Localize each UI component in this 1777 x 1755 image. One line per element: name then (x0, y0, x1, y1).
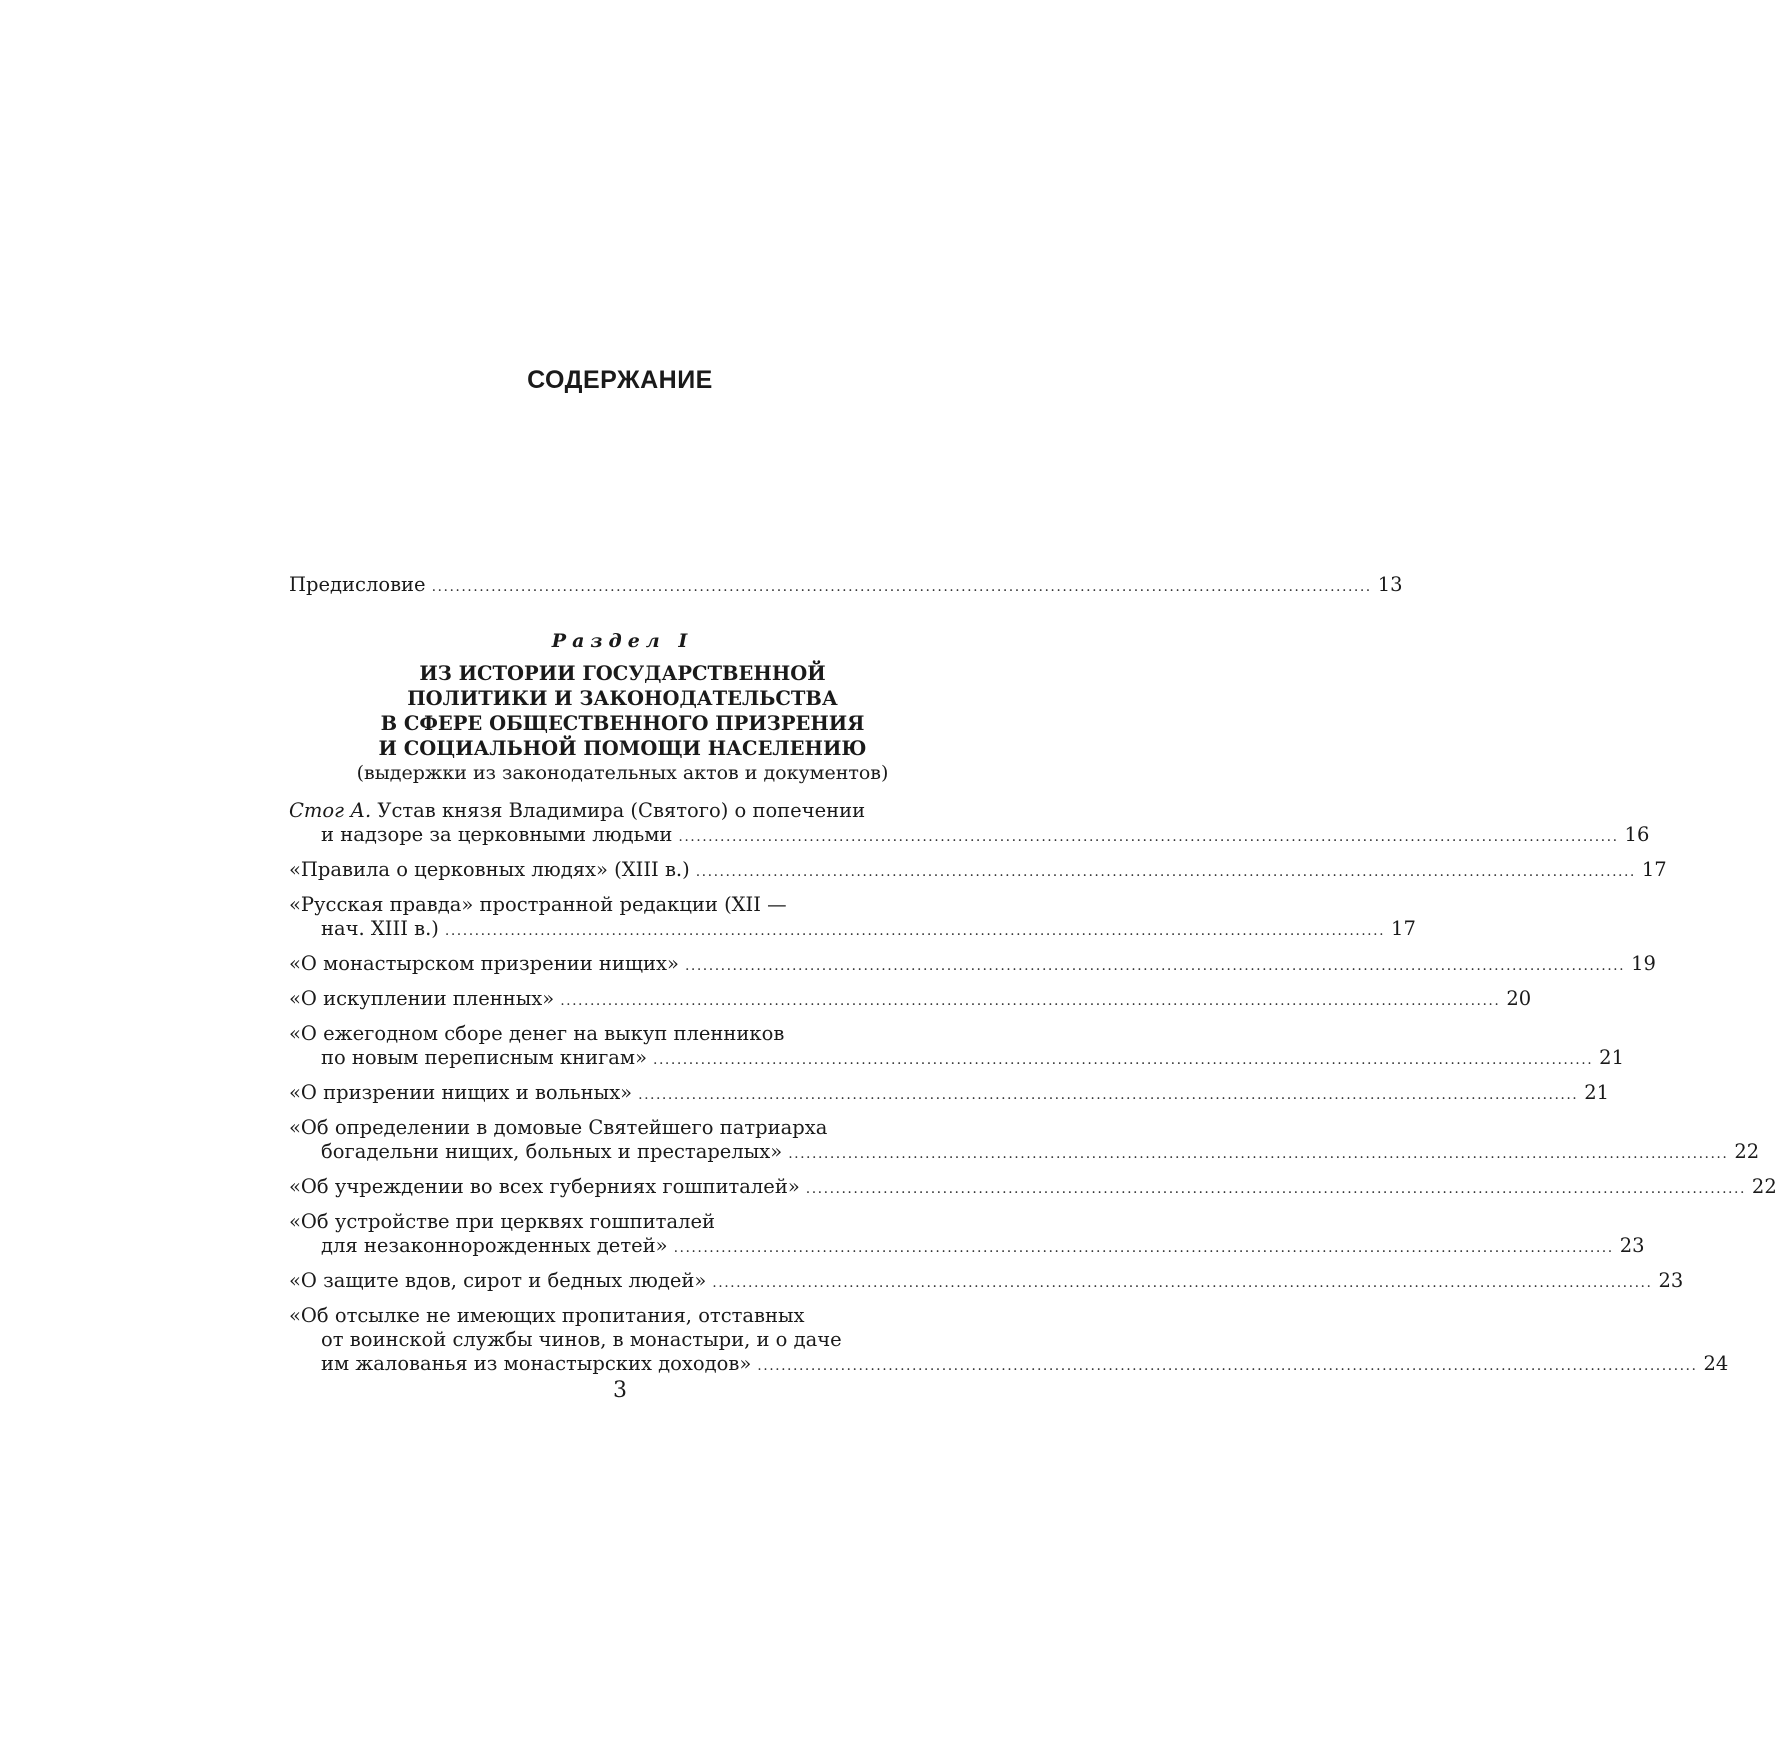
toc-entry[interactable] (289, 1210, 1645, 1260)
toc-entry-label: «О защите вдов, сирот и бедных людей» (289, 1269, 707, 1292)
toc-entry-label: для незаконнорожденных детей» (321, 1234, 668, 1257)
toc-page-number: 21 (1599, 1046, 1624, 1069)
toc-page-number: 22 (1734, 1140, 1760, 1163)
toc-entry-label: Устав князя Владимира (Святого) о попечении (371, 799, 866, 822)
toc-page-number: 19 (1631, 952, 1656, 975)
section-title-line: ИЗ ИСТОРИИ ГОСУДАРСТВЕННОЙ (419, 662, 826, 685)
section-title-line: И СОЦИАЛЬНОЙ ПОМОЩИ НАСЕЛЕНИЮ (378, 737, 867, 760)
toc-entry-label: и надзоре за церковными людьми (321, 823, 673, 846)
toc-page-number: 21 (1584, 1081, 1610, 1104)
leader-dots: .............................................................................................................................................................. (678, 829, 1619, 845)
toc-entry-label: «Об учреждении во всех губерниях гошпиталей» (289, 1175, 800, 1198)
toc-entry[interactable] (289, 1175, 1777, 1201)
toc-page-number: 16 (1624, 823, 1650, 846)
toc-page-number: 23 (1658, 1269, 1684, 1292)
toc-entry[interactable] (289, 952, 1656, 978)
leader-dots: .............................................................................................................................................................. (560, 993, 1501, 1009)
toc-entry-label: богадельни нищих, больных и престарелых» (321, 1140, 783, 1163)
toc-entry[interactable] (289, 987, 1532, 1013)
toc-entry-label: «Правила о церковных людях» (XIII в.) (289, 858, 690, 881)
toc-page-number: 17 (1641, 858, 1667, 881)
toc-entry[interactable] (289, 1022, 1624, 1072)
toc-page-number: 22 (1751, 1175, 1777, 1198)
toc-entry[interactable] (289, 799, 1650, 849)
leader-dots: .............................................................................................................................................................. (684, 958, 1626, 974)
section-note: (выдержки из законодательных актов и документов) (356, 762, 889, 784)
leader-dots: .............................................................................................................................................................. (712, 1275, 1653, 1291)
toc-entry-label: нач. XIII в.) (321, 917, 439, 940)
toc-entry[interactable] (289, 1081, 1610, 1107)
toc-entry-label: «О искуплении пленных» (289, 987, 555, 1010)
page-number: 3 (613, 1378, 627, 1403)
toc-entry[interactable] (289, 858, 1667, 884)
toc-entry-label: «Об устройстве при церквях гошпиталей (289, 1210, 716, 1233)
toc-entry-label: «Об определении в домовые Святейшего патриарха (289, 1116, 828, 1139)
leader-dots: .............................................................................................................................................................. (673, 1240, 1614, 1256)
section-title-line: В СФЕРЕ ОБЩЕСТВЕННОГО ПРИЗРЕНИЯ (380, 712, 865, 735)
toc-page-number: 24 (1703, 1352, 1729, 1375)
toc-entry-label: от воинской службы чинов, в монастыри, и о даче (321, 1328, 842, 1351)
toc-entry-label: «Об отсылке не имеющих пропитания, отставных (289, 1304, 805, 1327)
leader-dots: .............................................................................................................................................................. (695, 864, 1636, 880)
toc-page-number: 17 (1391, 917, 1416, 940)
table-of-contents (289, 573, 1777, 1387)
toc-entry[interactable] (289, 1116, 1760, 1166)
toc-entry-label: по новым переписным книгам» (321, 1046, 648, 1069)
section-title-line: ПОЛИТИКИ И ЗАКОНОДАТЕЛЬСТВА (407, 687, 838, 710)
toc-entry-label: «О ежегодном сборе денег на выкуп пленников (289, 1022, 785, 1045)
section-header (289, 629, 956, 785)
toc-page-number: 13 (1377, 573, 1403, 596)
toc-entry-label: «О монастырском призрении нищих» (289, 952, 679, 975)
toc-entry[interactable] (289, 893, 1416, 943)
toc-entry-preface[interactable] (289, 573, 1403, 599)
leader-dots: .............................................................................................................................................................. (653, 1052, 1594, 1068)
page-title: СОДЕРЖАНИЕ (527, 366, 713, 394)
toc-page-number: 20 (1506, 987, 1532, 1010)
leader-dots: .............................................................................................................................................................. (805, 1181, 1746, 1197)
leader-dots: .............................................................................................................................................................. (431, 579, 1372, 595)
toc-entry[interactable] (289, 1269, 1684, 1295)
toc-entry-label: Предисловие (289, 573, 426, 596)
toc-entry-label: им жалованья из монастырских доходов» (321, 1352, 752, 1375)
toc-entry[interactable] (289, 1304, 1729, 1378)
toc-entry-author: Стог А. (289, 799, 372, 822)
leader-dots: .............................................................................................................................................................. (757, 1358, 1698, 1374)
section-title (289, 661, 956, 761)
toc-entry-label: «О призрении нищих и вольных» (289, 1081, 633, 1104)
toc-entry-label: «Русская правда» пространной редакции (XII — (289, 893, 787, 916)
leader-dots: .............................................................................................................................................................. (638, 1087, 1579, 1103)
leader-dots: .............................................................................................................................................................. (788, 1146, 1729, 1162)
leader-dots: .............................................................................................................................................................. (444, 923, 1386, 939)
toc-page-number: 23 (1619, 1234, 1645, 1257)
section-label: Раздел I (551, 630, 694, 652)
